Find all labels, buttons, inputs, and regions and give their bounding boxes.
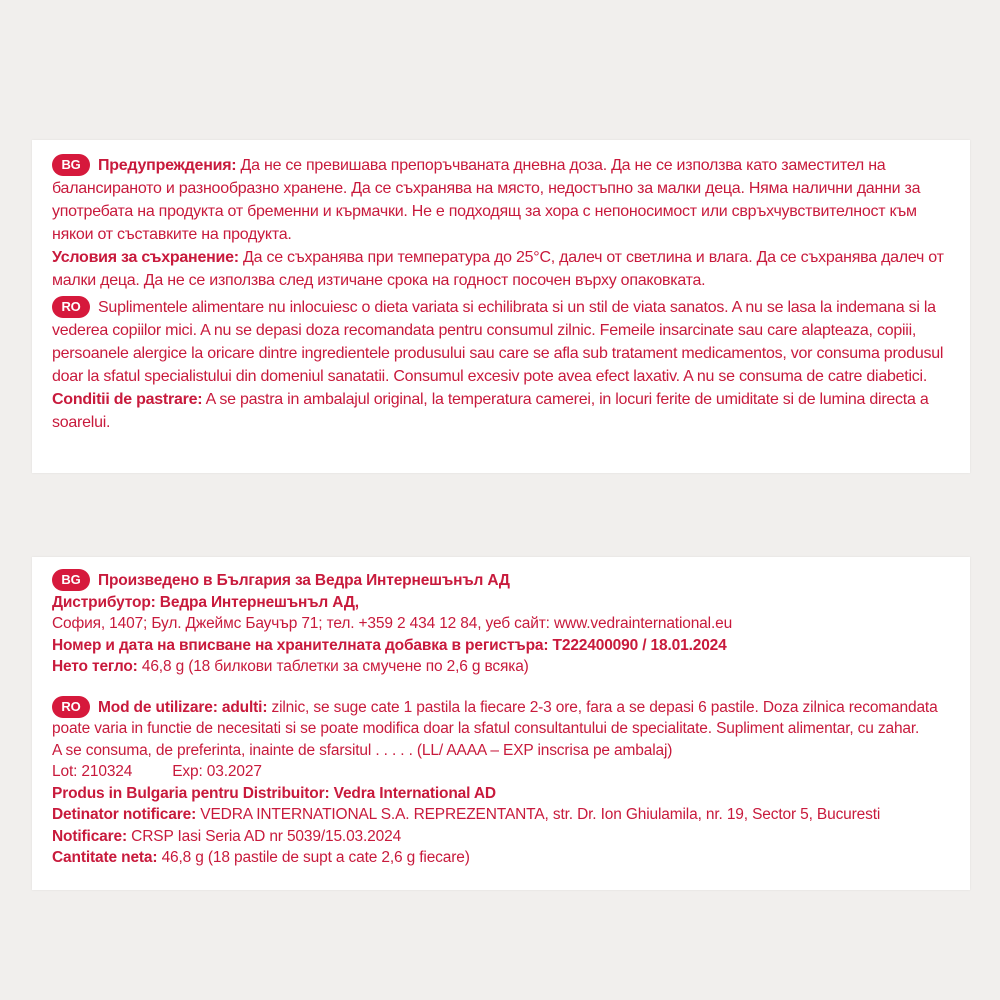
ro-badge: RO [52, 296, 90, 318]
bg-address: София, 1407; Бул. Джеймс Баучър 71; тел. +359 2 434 12 84, уеб сайт: www.vedrainternational.eu [52, 615, 733, 632]
ro-warnings-text: Suplimentele alimentare nu inlocuiesc o dieta variata si echilibrata si un stil de viata sanatos. A nu se lasa la indemana si la vederea copiilor mici. A nu se depasi doza recomandata pentru consumul zilnic. Femeile insarcinate sau care alapteaza, copiii, persoanele alergice la oricare dintre ingredientele produsului sau care se afla sub tratament medicamentos, vor consuma produsul doar la sfatul specialistului din domeniul sanatatii. Consumul excesiv pote avea efect laxativ. A nu se consuma de catre diabetici. [52, 299, 944, 385]
ro-qty-text: 46,8 g (18 pastile de supt a cate 2,6 g fiecare) [157, 849, 470, 866]
storage-text: Да се съхранява при температура до 25°C, далеч от светлина и влага. Да се съхранява далеч от малки деца. Да не се използва след изтичане срока на годност посочен върху опаковката. [52, 249, 944, 289]
ro-holder-title: Detinator notificare: [52, 806, 197, 823]
ro-holder-line [52, 804, 950, 826]
bg-weight-line [52, 656, 950, 678]
bg-storage-paragraph [52, 246, 950, 292]
bg-registration: Номер и дата на вписване на хранителната добавка в регистъра: T222400090 / 18.01.2024 [52, 636, 727, 654]
ro-consume: A se consuma, de preferinta, inainte de sfarsitul . . . . . (LL/ AAAA – EXP inscrisa pe ambalaj) [52, 741, 673, 759]
ro-warnings-paragraph [52, 296, 950, 388]
bg-distributor: Дистрибутор: Ведра Интернешънъл АД, [52, 593, 359, 611]
ro-storage-text: A se pastra in ambalajul original, la temperatura camerei, in locuri ferite de umiditate si de lumina directa a soarelui. [52, 391, 929, 431]
ro-notif-text: CRSP Iasi Seria AD nr 5039/15.03.2024 [127, 827, 402, 845]
ro-consume-line [52, 740, 950, 762]
product-info-label [32, 557, 970, 890]
bg-weight-title: Нето тегло: [52, 658, 138, 675]
ro-usage-paragraph [52, 696, 950, 740]
ro-badge: RO [52, 696, 90, 718]
ro-notif-title: Notificare: [52, 827, 128, 845]
ro-produced: Produs in Bulgaria pentru Distribuitor: Vedra International AD [52, 784, 496, 802]
ro-usage-title: Mod de utilizare: adulti: [98, 698, 268, 716]
bg-weight-text: 46,8 g (18 билкови таблетки за смучене по 2,6 g всяка) [137, 658, 529, 675]
bg-registration-line [52, 635, 950, 657]
ro-storage-paragraph [52, 388, 950, 434]
bg-warnings-paragraph [52, 154, 950, 246]
ro-storage-title: Conditii de pastrare: [52, 391, 203, 408]
bg-address-line [52, 613, 950, 635]
warnings-title: Предупреждения: [98, 157, 237, 174]
ro-notif-line [52, 826, 950, 848]
ro-qty-title: Cantitate neta: [52, 849, 158, 866]
storage-title: Условия за съхранение: [52, 249, 239, 266]
bg-produced: Произведено в България за Ведра Интернешънъл АД [98, 572, 510, 589]
warnings-text: Да не се превишава препоръчваната дневна доза. Да не се използва като заместител на балансираното и разнообразно хранене. Да се съхранява на място, недостъпно за малки деца. Няма налични данни за употребата на продукта от бременни и кърмачки. Не е подходящ за хора с непоносимост или свръхчувствителност към някои от съставките на продукта. [52, 157, 921, 243]
warnings-label [32, 140, 970, 473]
ro-lot: Lot: 210324 [52, 763, 133, 780]
bg-distributor-line [52, 592, 950, 614]
ro-exp: Exp: 03.2027 [172, 763, 262, 780]
bg-badge: BG [52, 154, 90, 176]
ro-qty-line [52, 847, 950, 869]
ro-produced-line [52, 783, 950, 805]
ro-lot-line [52, 761, 950, 783]
ro-usage-text: zilnic, se suge cate 1 pastila la fiecare 2-3 ore, fara a se depasi 6 pastile. Doza zilnica recomandata poate varia in functie de necesitati si se poate modifica doar la sfatul consultantului de specialitate. Supliment alimentar, cu zahar. [52, 698, 938, 737]
ro-holder-text: VEDRA INTERNATIONAL S.A. REPREZENTANTA, str. Dr. Ion Ghiulamila, nr. 19, Sector 5, Bucuresti [196, 806, 881, 823]
bg-badge: BG [52, 569, 90, 591]
bg-produced-line [52, 569, 950, 592]
